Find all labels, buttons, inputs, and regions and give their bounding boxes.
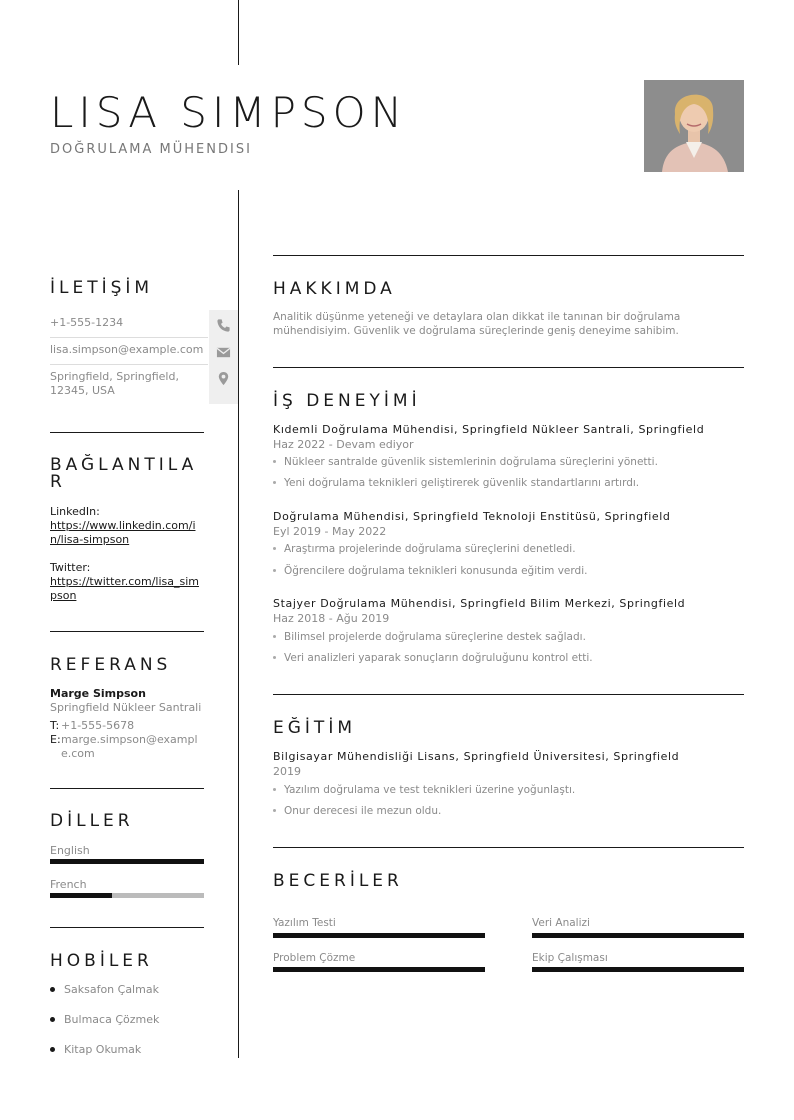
job-bullet	[273, 652, 593, 664]
contact-phone[interactable]: +1-555-1234	[50, 316, 124, 329]
about-text: Analitik düşünme yeteneği ve detaylara olan dikkat ile tanınan bir doğrulama mühendisiyim. Güvenlik ve doğrulama süreçlerinde geniş deneyime sahibim.	[273, 311, 681, 337]
bullet-icon	[273, 481, 276, 484]
education-bullet-text: Yazılım doğrulama ve test teknikleri üzerine yoğunlaştı.	[284, 784, 576, 796]
section-divider	[273, 694, 744, 695]
linkedin-link[interactable]: https://www.linkedin.com/in/lisa-simpson	[50, 519, 196, 546]
job-date: Haz 2018 - Ağu 2019	[273, 612, 390, 625]
languages-heading: DİLLER	[50, 811, 134, 831]
bullet-icon	[273, 569, 276, 572]
links-heading: BAĞLANTILA R	[50, 455, 198, 492]
job-bullet	[273, 543, 576, 555]
contact-icon-column	[209, 310, 238, 404]
references-heading: REFERANS	[50, 655, 172, 675]
language-level-fill	[50, 893, 112, 898]
job-bullet	[273, 456, 658, 468]
experience-heading: İŞ DENEYİMİ	[273, 391, 421, 411]
education-bullet	[273, 784, 575, 796]
education-year: 2019	[273, 765, 301, 778]
contact-separator	[50, 364, 208, 365]
reference-email-label: E:	[50, 733, 61, 746]
job-bullet-text: Nükleer santralde güvenlik sistemlerinin doğrulama süreçlerini yönetti.	[284, 456, 658, 468]
hobby-item	[50, 983, 159, 996]
top-divider-line	[238, 0, 239, 65]
hobbies-heading: HOBİLER	[50, 951, 153, 971]
hobby-item	[50, 1043, 141, 1056]
job-bullet	[273, 565, 587, 577]
education-degree: Bilgisayar Mühendisliği Lisans, Springfield Üniversitesi, Springfield	[273, 750, 680, 763]
job-date: Haz 2022 - Devam ediyor	[273, 438, 414, 451]
job-bullet	[273, 477, 639, 489]
reference-name: Marge Simpson	[50, 687, 146, 700]
job-bullet-text: Veri analizleri yaparak sonuçların doğruluğunu kontrol etti.	[284, 652, 593, 664]
bullet-icon	[50, 1047, 55, 1052]
candidate-name: LISA SIMPSON	[50, 88, 408, 137]
education-bullet	[273, 805, 441, 817]
job-bullet-text: Yeni doğrulama teknikleri geliştirerek güvenlik standartlarını artırdı.	[284, 477, 640, 489]
hobby-label: Kitap Okumak	[64, 1043, 142, 1056]
skill-level-bar	[532, 967, 744, 972]
contact-heading: İLETİŞİM	[50, 278, 154, 298]
column-divider-line	[238, 190, 239, 1058]
linkedin-label: LinkedIn:	[50, 505, 100, 518]
section-divider	[50, 927, 204, 928]
candidate-role: DOĞRULAMA MÜHENDISI	[50, 142, 252, 157]
education-bullet-text: Onur derecesi ile mezun oldu.	[284, 805, 442, 817]
language-name: English	[50, 844, 90, 857]
language-name: French	[50, 878, 87, 891]
skill-label: Problem Çözme	[273, 952, 356, 964]
job-date: Eyl 2019 - May 2022	[273, 525, 387, 538]
mail-icon	[216, 345, 231, 360]
job-title: Kıdemli Doğrulama Mühendisi, Springfield Nükleer Santrali, Springfield	[273, 423, 705, 436]
bullet-icon	[50, 1017, 55, 1022]
bullet-icon	[273, 460, 276, 463]
hobby-item	[50, 1013, 159, 1026]
skill-label: Veri Analizi	[532, 917, 590, 929]
skill-label: Yazılım Testi	[273, 917, 336, 929]
contact-address: Springfield, Springfield, 12345, USA	[50, 370, 179, 397]
bullet-icon	[273, 809, 276, 812]
section-divider	[273, 367, 744, 368]
language-level-bar	[50, 859, 204, 864]
skill-level-bar	[273, 967, 485, 972]
job-title: Stajyer Doğrulama Mühendisi, Springfield Bilim Merkezi, Springfield	[273, 597, 686, 610]
bullet-icon	[273, 547, 276, 550]
section-divider	[50, 631, 204, 632]
hobby-label: Bulmaca Çözmek	[64, 1013, 160, 1026]
section-divider	[273, 847, 744, 848]
job-bullet-text: Öğrencilere doğrulama teknikleri konusunda eğitim verdi.	[284, 565, 588, 577]
language-level-bar	[50, 893, 204, 898]
language-level-fill	[50, 859, 204, 864]
job-bullet-text: Araştırma projelerinde doğrulama süreçlerini denetledi.	[284, 543, 576, 555]
reference-organization: Springfield Nükleer Santrali	[50, 701, 202, 714]
section-divider	[50, 432, 204, 433]
location-pin-icon	[216, 371, 231, 386]
contact-email[interactable]: lisa.simpson@example.com	[50, 343, 204, 356]
twitter-label: Twitter:	[50, 561, 91, 574]
skill-label: Ekip Çalışması	[532, 952, 608, 964]
education-heading: EĞİTİM	[273, 718, 356, 738]
skills-heading: BECERİLER	[273, 871, 403, 891]
section-divider	[273, 255, 744, 256]
phone-icon	[216, 318, 231, 333]
job-title: Doğrulama Mühendisi, Springfield Teknoloji Enstitüsü, Springfield	[273, 510, 671, 523]
bullet-icon	[273, 788, 276, 791]
bullet-icon	[273, 635, 276, 638]
hobby-label: Saksafon Çalmak	[64, 983, 159, 996]
reference-phone-label: T:	[50, 719, 60, 732]
bullet-icon	[50, 987, 55, 992]
reference-email[interactable]: marge.simpson@example.com	[61, 733, 198, 760]
job-bullet	[273, 631, 586, 643]
contact-separator	[50, 337, 208, 338]
skill-level-bar	[273, 933, 485, 938]
bullet-icon	[273, 656, 276, 659]
twitter-link[interactable]: https://twitter.com/lisa_simpson	[50, 575, 199, 602]
job-bullet-text: Bilimsel projelerde doğrulama süreçlerine destek sağladı.	[284, 631, 586, 643]
reference-phone[interactable]: +1-555-5678	[61, 719, 135, 732]
profile-photo	[644, 80, 744, 172]
skill-level-bar	[532, 933, 744, 938]
section-divider	[50, 788, 204, 789]
about-heading: HAKKIMDA	[273, 279, 396, 299]
